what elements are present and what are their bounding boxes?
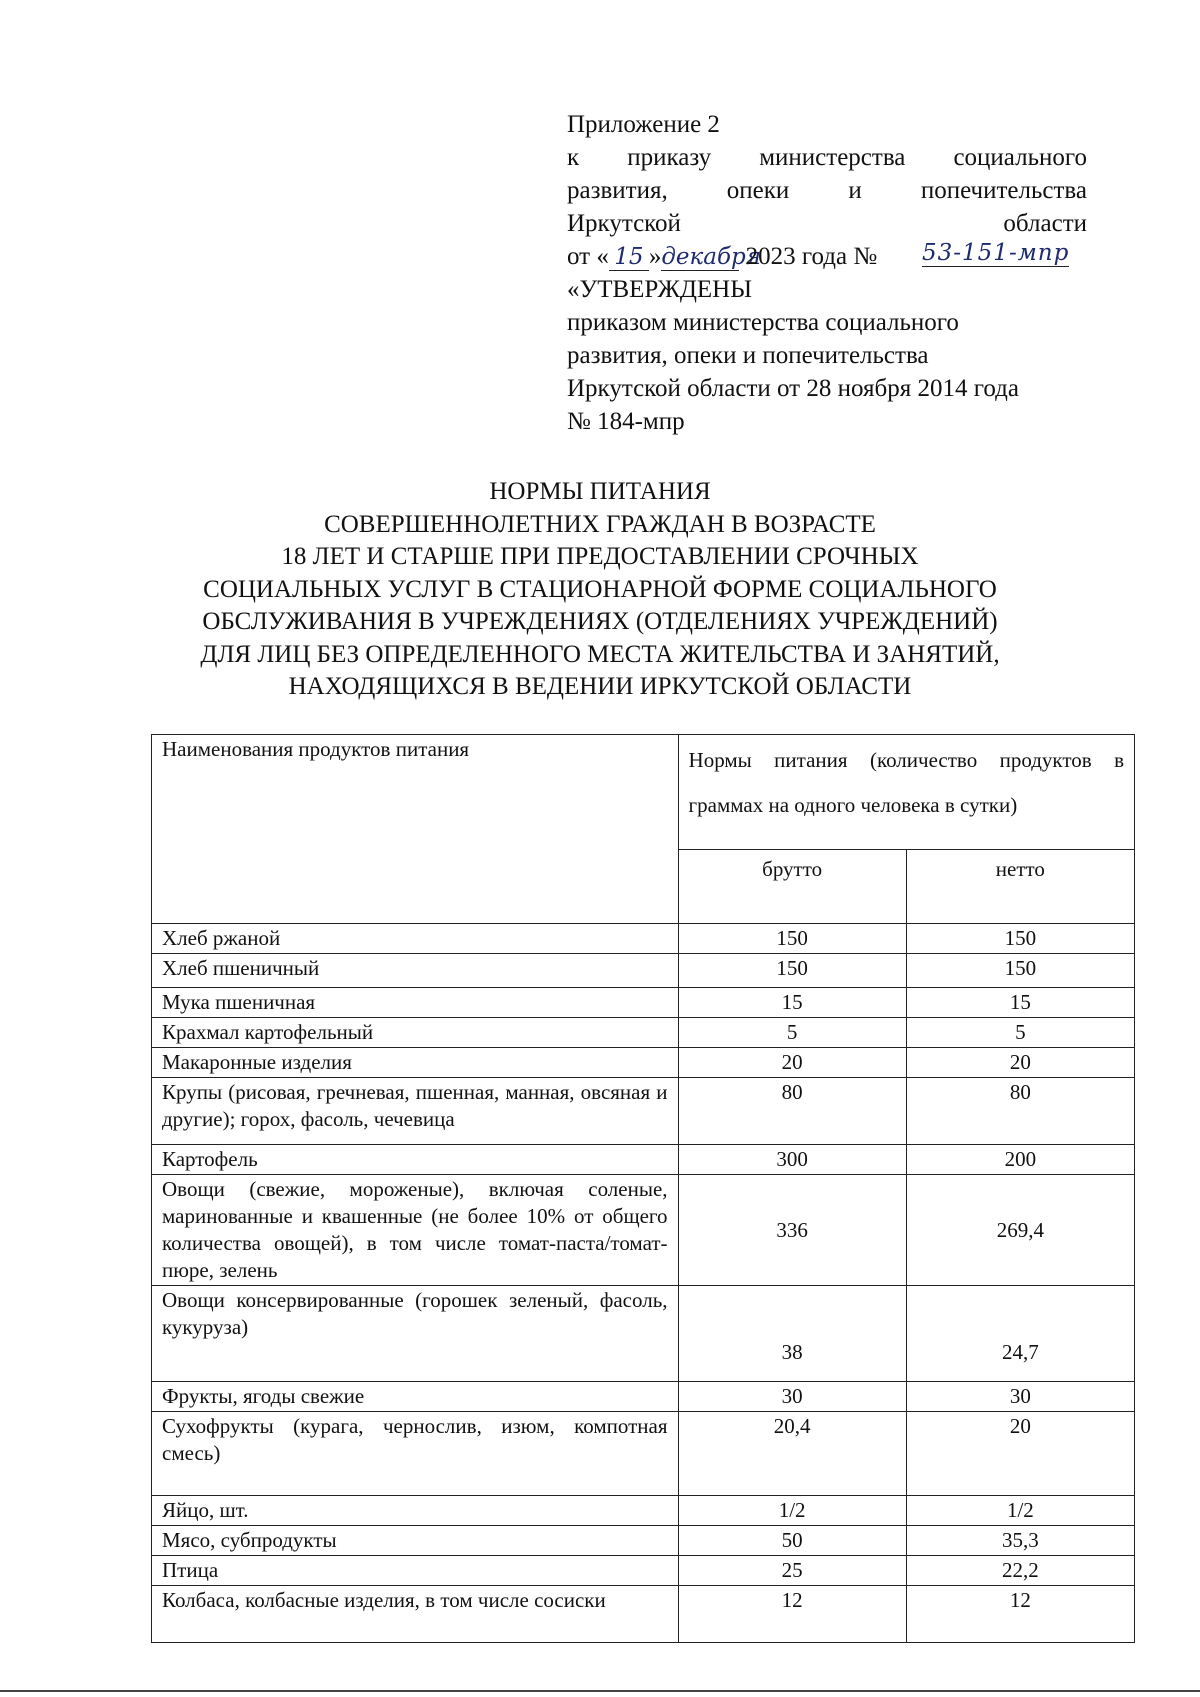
order-line-2: развития, опеки и попечительства — [567, 177, 1087, 204]
row-product-name: Хлеб пшеничный — [152, 954, 679, 988]
table-row — [152, 1175, 1135, 1286]
table-row — [152, 1018, 1135, 1048]
row-net-value: 30 — [906, 1382, 1134, 1412]
row-product-name: Фрукты, ягоды свежие — [152, 1382, 679, 1412]
row-net-value: 15 — [906, 988, 1134, 1018]
order-date-year: 2023 года № — [745, 243, 878, 270]
row-gross-value: 80 — [678, 1078, 906, 1145]
order-line-1: к приказу министерства социального — [567, 144, 1087, 171]
approved-line-2: приказом министерства социального — [567, 309, 959, 336]
table-row — [152, 988, 1135, 1018]
table-row — [152, 1286, 1135, 1382]
row-net-value: 150 — [906, 924, 1134, 954]
row-net-value: 1/2 — [906, 1496, 1134, 1526]
row-gross-value: 150 — [678, 924, 906, 954]
row-net-value: 12 — [906, 1586, 1134, 1643]
table-row — [152, 1586, 1135, 1643]
table-row — [152, 1412, 1135, 1496]
title-line: ДЛЯ ЛИЦ БЕЗ ОПРЕДЕЛЕННОГО МЕСТА ЖИТЕЛЬСТВА И ЗАНЯТИЙ, — [200, 640, 1000, 668]
header-net: нетто — [906, 850, 1134, 924]
title-line: 18 ЛЕТ И СТАРШЕ ПРИ ПРЕДОСТАВЛЕНИИ СРОЧНЫХ — [281, 543, 919, 570]
row-product-name: Яйцо, шт. — [152, 1496, 679, 1526]
row-gross-value: 5 — [678, 1018, 906, 1048]
row-gross-value: 12 — [678, 1586, 906, 1643]
row-net-value: 35,3 — [906, 1526, 1134, 1556]
row-product-name: Колбаса, колбасные изделия, в том числе сосиски — [152, 1586, 679, 1643]
row-gross-value: 336 — [678, 1175, 906, 1286]
title-line: СОЦИАЛЬНЫХ УСЛУГ В СТАЦИОНАРНОЙ ФОРМЕ СОЦИАЛЬНОГО — [203, 575, 997, 603]
title-line: НОРМЫ ПИТАНИЯ — [489, 478, 711, 505]
row-product-name: Макаронные изделия — [152, 1048, 679, 1078]
order-line-3: Иркутской области — [567, 210, 1087, 237]
document-title — [130, 476, 1070, 704]
row-product-name: Птица — [152, 1556, 679, 1586]
approved-line-5: № 184-мпр — [567, 408, 685, 435]
row-net-value: 150 — [906, 954, 1134, 988]
table-row — [152, 924, 1135, 954]
table-row — [152, 1556, 1135, 1586]
row-product-name: Хлеб ржаной — [152, 924, 679, 954]
row-gross-value: 20,4 — [678, 1412, 906, 1496]
row-gross-value: 25 — [678, 1556, 906, 1586]
approved-line-1: «УТВЕРЖДЕНЫ — [567, 276, 753, 303]
table-row — [152, 1145, 1135, 1175]
appendix-title: Приложение 2 — [567, 111, 720, 138]
row-net-value: 5 — [906, 1018, 1134, 1048]
row-product-name: Мука пшеничная — [152, 988, 679, 1018]
row-gross-value: 150 — [678, 954, 906, 988]
title-line: СОВЕРШЕННОЛЕТНИХ ГРАЖДАН В ВОЗРАСТЕ — [324, 510, 876, 538]
table-header-row — [152, 735, 1135, 850]
row-gross-value: 50 — [678, 1526, 906, 1556]
page-bottom-rule — [0, 1690, 1200, 1692]
row-product-name: Картофель — [152, 1145, 679, 1175]
row-net-value: 200 — [906, 1145, 1134, 1175]
table-row — [152, 1078, 1135, 1145]
row-product-name: Сухофрукты (курага, чернослив, изюм, компотная смесь) — [152, 1412, 679, 1496]
row-net-value: 269,4 — [906, 1175, 1134, 1286]
row-gross-value: 1/2 — [678, 1496, 906, 1526]
row-gross-value: 300 — [678, 1145, 906, 1175]
header-product-name: Наименования продуктов питания — [152, 735, 679, 924]
header-norms: Нормы питания (количество продуктов в граммах на одного человека в сутки) — [678, 735, 1134, 850]
header-gross: брутто — [678, 850, 906, 924]
table-row — [152, 1496, 1135, 1526]
title-line: ОБСЛУЖИВАНИЯ В УЧРЕЖДЕНИЯХ (ОТДЕЛЕНИЯХ УЧРЕЖДЕНИЙ) — [202, 608, 998, 635]
order-date-line — [567, 240, 1087, 273]
row-product-name: Овощи консервированные (горошек зеленый, фасоль, кукуруза) — [152, 1286, 679, 1382]
row-net-value: 22,2 — [906, 1556, 1134, 1586]
row-net-value: 20 — [906, 1412, 1134, 1496]
table-row — [152, 1382, 1135, 1412]
order-date-month: декабря — [661, 244, 761, 270]
row-net-value: 24,7 — [906, 1286, 1134, 1382]
row-product-name: Овощи (свежие, мороженые), включая соленые, маринованные и квашенные (не более 10% от общего количества овощей), в том числе томат-паста/томат-пюре, зелень — [152, 1175, 679, 1286]
table-row — [152, 1526, 1135, 1556]
order-date-day: 15 — [609, 244, 649, 271]
order-number: 53-151-мпр — [922, 240, 1070, 266]
row-product-name: Крупы (рисовая, гречневая, пшенная, манная, овсяная и другие); горох, фасоль, чечевица — [152, 1078, 679, 1145]
row-product-name: Мясо, субпродукты — [152, 1526, 679, 1556]
title-line: НАХОДЯЩИХСЯ В ВЕДЕНИИ ИРКУТСКОЙ ОБЛАСТИ — [288, 673, 912, 700]
order-date-mid: » — [648, 243, 662, 270]
row-product-name: Крахмал картофельный — [152, 1018, 679, 1048]
approved-line-4: Иркутской области от 28 ноября 2014 года — [567, 375, 1019, 402]
row-gross-value: 20 — [678, 1048, 906, 1078]
row-gross-value: 30 — [678, 1382, 906, 1412]
row-gross-value: 38 — [678, 1286, 906, 1382]
nutrition-norms-table — [151, 734, 1135, 1643]
row-net-value: 80 — [906, 1078, 1134, 1145]
order-date-prefix: от « — [567, 243, 609, 270]
approved-line-3: развития, опеки и попечительства — [567, 342, 929, 369]
table-row — [152, 954, 1135, 988]
table-row — [152, 1048, 1135, 1078]
appendix-header — [567, 108, 1087, 438]
row-gross-value: 15 — [678, 988, 906, 1018]
row-net-value: 20 — [906, 1048, 1134, 1078]
